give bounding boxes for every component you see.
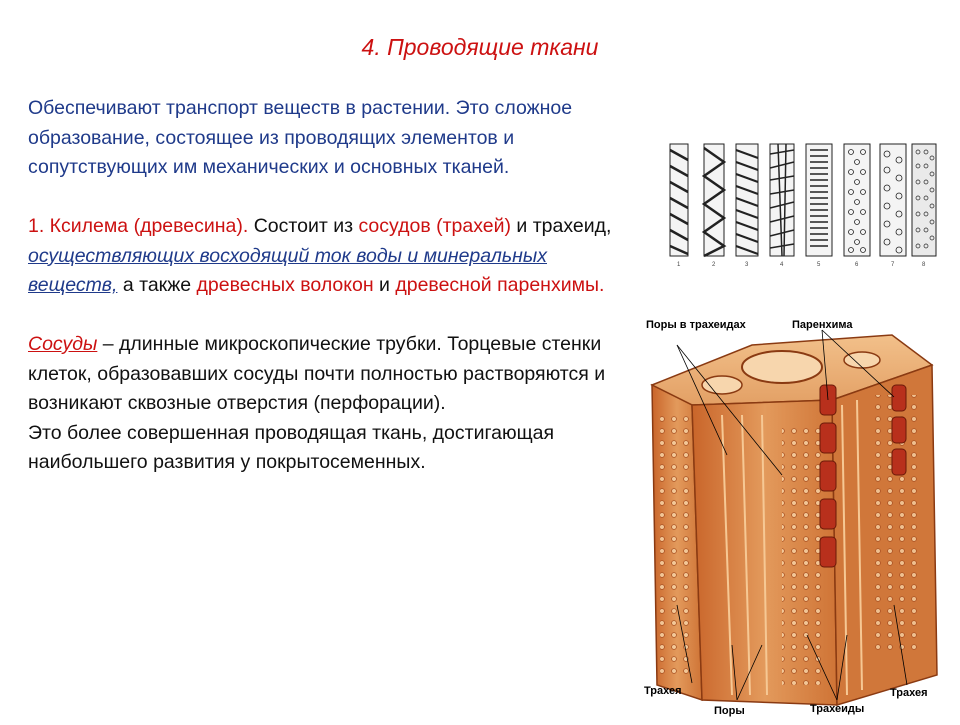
vessel-num-2: 2 [712, 262, 716, 268]
xylem-heading: 1. Ксилема (древесина). [28, 215, 249, 237]
vessels-paragraph-2: Это более совершенная проводящая ткань, достигающая наибольшего развития у покрытосеменных. [28, 421, 555, 473]
vessels-term: сосудов (трахей) [358, 215, 511, 237]
xylem-block-drawing [632, 305, 960, 720]
vessel-spiral [704, 144, 724, 256]
vessel-num-4: 4 [780, 262, 784, 268]
vessel-dense-pits [912, 144, 936, 256]
wood-parenchyma-term: древесной паренхимы. [395, 274, 605, 296]
vessel-pitted [844, 144, 870, 256]
vessels-description: – длинные микроскопические трубки. Торцевые стенки клеток, образовавших сосуды почти полностью растворяются и возникают сквозные отверстия (перфорации). [28, 333, 606, 414]
label-parenchyma: Паренхима [792, 319, 853, 331]
vessel-reticulate [770, 144, 794, 256]
label-trachea-right: Трахея [890, 687, 928, 699]
vessel-types-figure [664, 140, 940, 270]
intro-paragraph: Обеспечивают транспорт веществ в растении. Это сложное образование, состоящее из проводящих элементов и сопутствующих им механических и основных тканей. [28, 97, 573, 178]
xylem-paragraph [28, 212, 628, 301]
vessels-paragraph [28, 330, 628, 419]
slide-title: 4. Проводящие ткани [361, 34, 599, 60]
xylem-text-2: и трахеид, [511, 215, 612, 237]
vessel-num-3: 3 [745, 262, 749, 268]
ascending-flow-link[interactable]: осуществляющих восходящий ток воды и минеральных веществ, [28, 244, 547, 296]
vessel-double-spiral [736, 144, 758, 256]
vessel-num-8: 8 [922, 262, 926, 268]
label-trachea-left: Трахея [644, 685, 682, 697]
vessels-link[interactable]: Сосуды [28, 333, 98, 355]
vessel-num-1: 1 [677, 262, 681, 268]
vessel-num-7: 7 [891, 262, 895, 268]
xylem-block-figure [632, 305, 960, 720]
body-text [28, 94, 628, 478]
vessel-num-6: 6 [855, 262, 859, 268]
xylem-text-1: Состоит из [248, 215, 359, 237]
vessel-annular [670, 144, 688, 256]
xylem-text-3: а также [117, 274, 197, 296]
label-pores: Поры [714, 705, 745, 717]
label-tracheids: Трахеиды [810, 703, 865, 715]
xylem-text-4: и [373, 274, 396, 296]
vessel-bordered-pits [880, 144, 906, 256]
wood-fibers-term: древесных волокон [196, 274, 374, 296]
vessel-scalariform [806, 144, 832, 256]
label-pores-in-tracheids: Поры в трахеидах [646, 319, 746, 331]
vessel-num-5: 5 [817, 262, 821, 268]
